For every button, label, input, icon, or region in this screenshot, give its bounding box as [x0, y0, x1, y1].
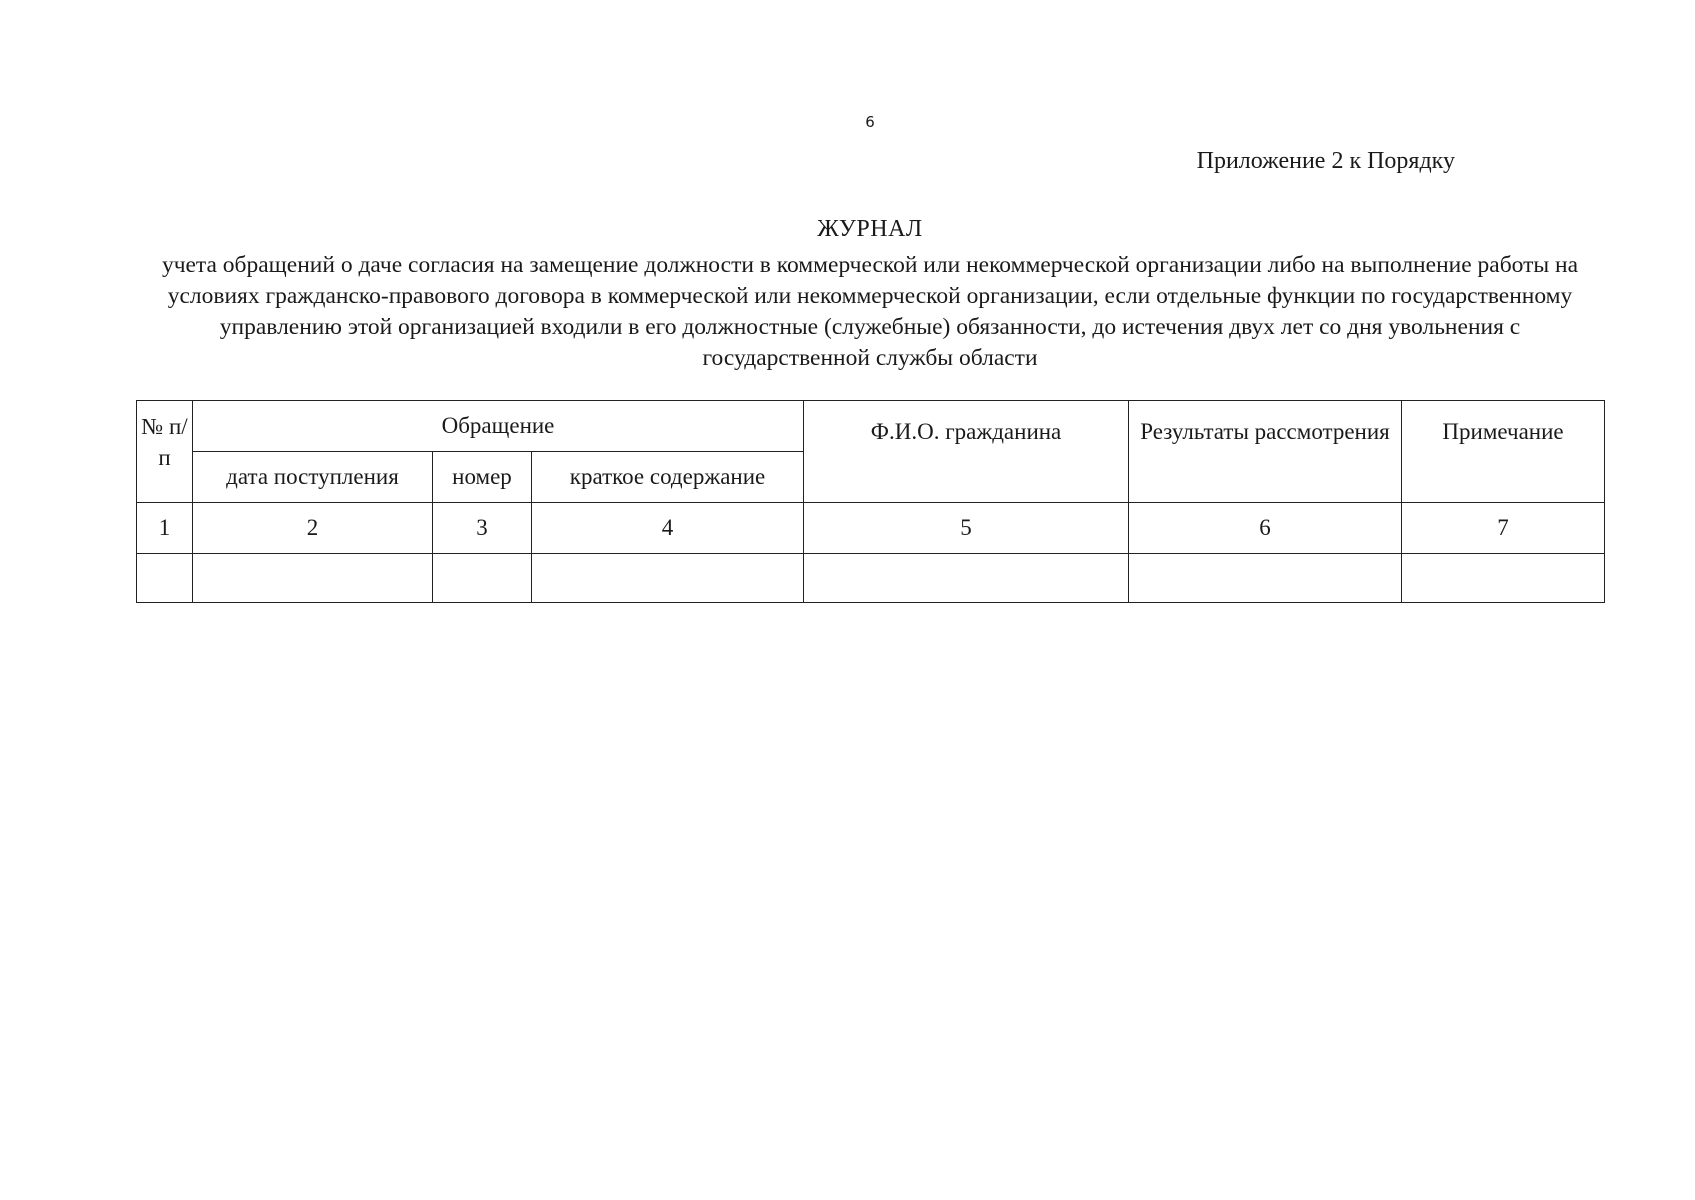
column-number: 7	[1402, 503, 1605, 554]
column-number: 1	[137, 503, 193, 554]
header-results: Результаты рассмотрения	[1129, 401, 1402, 503]
column-number: 3	[433, 503, 532, 554]
header-fio: Ф.И.О. гражданина	[804, 401, 1129, 503]
table-cell	[1402, 554, 1605, 603]
header-row-top	[137, 401, 1605, 452]
table-cell	[532, 554, 804, 603]
column-number-row	[137, 503, 1605, 554]
table-cell	[433, 554, 532, 603]
page-number: 6	[865, 113, 875, 131]
header-date: дата поступления	[193, 452, 433, 503]
table-cell	[1129, 554, 1402, 603]
column-number: 4	[532, 503, 804, 554]
header-appeal: Обращение	[193, 401, 804, 452]
table-row	[137, 554, 1605, 603]
header-number: номер	[433, 452, 532, 503]
column-number: 5	[804, 503, 1129, 554]
appendix-label: Приложение 2 к Порядку	[1196, 148, 1455, 174]
table-cell	[804, 554, 1129, 603]
table-cell	[137, 554, 193, 603]
document-subtitle: учета обращений о даче согласия на замещение должности в коммерческой или некоммерческой организации либо на выполнение работы на условиях гражданско-правового договора в коммерческой или некоммерческой организации, если отдельные функции по государственному управлению этой организацией входили в его должностные (служебные) обязанности, до истечения двух лет со дня увольнения с государственной службы области	[161, 252, 1579, 371]
document-title: ЖУРНАЛ	[817, 216, 923, 242]
column-number: 6	[1129, 503, 1402, 554]
header-num: № п/п	[137, 401, 193, 503]
table-cell	[193, 554, 433, 603]
journal-table	[136, 400, 1605, 603]
header-note: Примечание	[1402, 401, 1605, 503]
column-number: 2	[193, 503, 433, 554]
header-summary: краткое содержание	[532, 452, 804, 503]
